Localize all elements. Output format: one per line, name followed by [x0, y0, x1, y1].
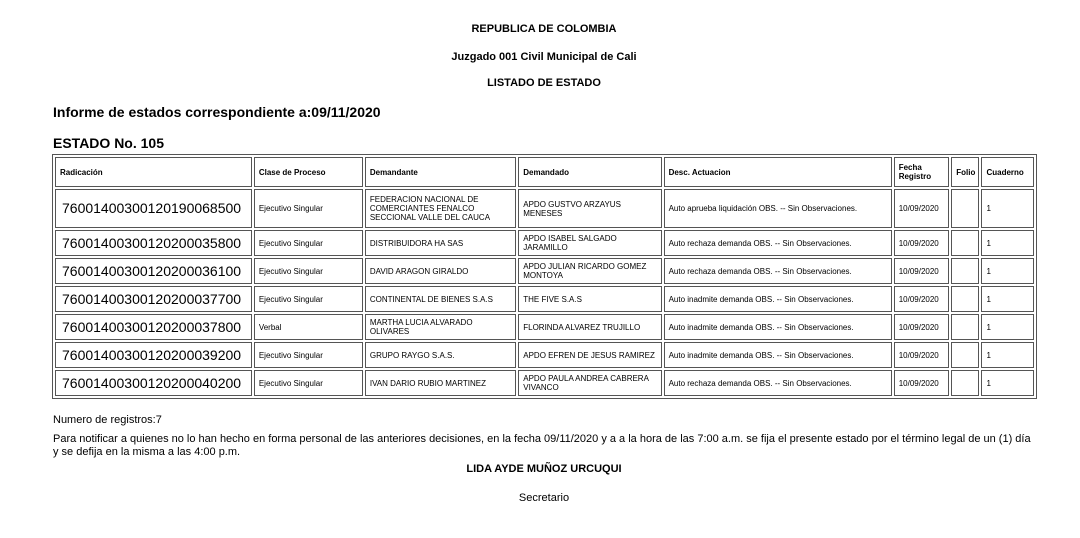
cell-desc: Auto inadmite demanda OBS. -- Sin Observaciones.	[664, 314, 892, 340]
table-row	[55, 370, 1034, 396]
cell-clase: Verbal	[254, 314, 363, 340]
cell-cuaderno: 1	[981, 314, 1034, 340]
cell-radicacion: 76001400300120200039200	[55, 342, 252, 368]
col-header-desc: Desc. Actuacion	[664, 157, 892, 187]
cell-radicacion: 76001400300120200036100	[55, 258, 252, 284]
estado-table	[52, 154, 1037, 399]
header-republica: REPUBLICA DE COLOMBIA	[471, 23, 617, 35]
table-row	[55, 342, 1034, 368]
cell-demandante: CONTINENTAL DE BIENES S.A.S	[365, 286, 516, 312]
table-row	[55, 258, 1034, 284]
cell-fecha: 10/09/2020	[894, 258, 950, 284]
cell-cuaderno: 1	[981, 230, 1034, 256]
cell-folio	[951, 314, 979, 340]
col-header-clase: Clase de Proceso	[254, 157, 363, 187]
cell-desc: Auto rechaza demanda OBS. -- Sin Observaciones.	[664, 258, 892, 284]
firma-nombre: LIDA AYDE MUÑOZ URCUQUI	[466, 463, 622, 475]
table-row	[55, 286, 1034, 312]
cell-folio	[951, 370, 979, 396]
cell-radicacion: 76001400300120200037700	[55, 286, 252, 312]
cell-demandante: GRUPO RAYGO S.A.S.	[365, 342, 516, 368]
cell-folio	[951, 342, 979, 368]
cell-radicacion: 76001400300120190068500	[55, 189, 252, 228]
informe-title: Informe de estados correspondiente a:09/11/2020	[53, 104, 381, 120]
cell-folio	[951, 258, 979, 284]
cell-demandado: APDO ISABEL SALGADO JARAMILLO	[518, 230, 661, 256]
cell-desc: Auto rechaza demanda OBS. -- Sin Observaciones.	[664, 370, 892, 396]
firma-cargo: Secretario	[518, 492, 570, 504]
cell-fecha: 10/09/2020	[894, 314, 950, 340]
cell-folio	[951, 189, 979, 228]
cell-demandado: APDO EFREN DE JESUS RAMIREZ	[518, 342, 661, 368]
cell-fecha: 10/09/2020	[894, 230, 950, 256]
col-header-radicacion: Radicación	[55, 157, 252, 187]
cell-demandado: APDO PAULA ANDREA CABRERA VIVANCO	[518, 370, 661, 396]
header-juzgado: Juzgado 001 Civil Municipal de Cali	[451, 51, 637, 63]
cell-clase: Ejecutivo Singular	[254, 286, 363, 312]
cell-demandado: APDO GUSTVO ARZAYUS MENESES	[518, 189, 661, 228]
cell-radicacion: 76001400300120200035800	[55, 230, 252, 256]
col-header-fecha: Fecha Registro	[894, 157, 950, 187]
cell-folio	[951, 230, 979, 256]
cell-cuaderno: 1	[981, 342, 1034, 368]
cell-cuaderno: 1	[981, 370, 1034, 396]
col-header-folio: Folio	[951, 157, 979, 187]
table-row	[55, 314, 1034, 340]
cell-fecha: 10/09/2020	[894, 370, 950, 396]
cell-radicacion: 76001400300120200040200	[55, 370, 252, 396]
cell-desc: Auto rechaza demanda OBS. -- Sin Observaciones.	[664, 230, 892, 256]
col-header-cuaderno: Cuaderno	[981, 157, 1034, 187]
cell-desc: Auto inadmite demanda OBS. -- Sin Observaciones.	[664, 286, 892, 312]
cell-fecha: 10/09/2020	[894, 189, 950, 228]
cell-clase: Ejecutivo Singular	[254, 342, 363, 368]
cell-demandante: DAVID ARAGON GIRALDO	[365, 258, 516, 284]
numero-registros: Numero de registros:7	[53, 414, 162, 426]
cell-clase: Ejecutivo Singular	[254, 258, 363, 284]
cell-desc: Auto inadmite demanda OBS. -- Sin Observaciones.	[664, 342, 892, 368]
cell-radicacion: 76001400300120200037800	[55, 314, 252, 340]
header-listado: LISTADO DE ESTADO	[487, 77, 601, 89]
cell-folio	[951, 286, 979, 312]
col-header-demandado: Demandado	[518, 157, 661, 187]
cell-demandante: MARTHA LUCIA ALVARADO OLIVARES	[365, 314, 516, 340]
table-row	[55, 230, 1034, 256]
cell-demandante: DISTRIBUIDORA HA SAS	[365, 230, 516, 256]
table-header-row	[55, 157, 1034, 187]
cell-clase: Ejecutivo Singular	[254, 370, 363, 396]
cell-fecha: 10/09/2020	[894, 342, 950, 368]
table-row	[55, 189, 1034, 228]
cell-demandado: FLORINDA ALVAREZ TRUJILLO	[518, 314, 661, 340]
cell-demandante: IVAN DARIO RUBIO MARTINEZ	[365, 370, 516, 396]
cell-demandado: APDO JULIAN RICARDO GOMEZ MONTOYA	[518, 258, 661, 284]
cell-demandante: FEDERACION NACIONAL DE COMERCIANTES FENALCO SECCIONAL VALLE DEL CAUCA	[365, 189, 516, 228]
cell-cuaderno: 1	[981, 286, 1034, 312]
cell-clase: Ejecutivo Singular	[254, 230, 363, 256]
cell-desc: Auto aprueba liquidación OBS. -- Sin Observaciones.	[664, 189, 892, 228]
cell-demandado: THE FIVE S.A.S	[518, 286, 661, 312]
cell-fecha: 10/09/2020	[894, 286, 950, 312]
cell-clase: Ejecutivo Singular	[254, 189, 363, 228]
estado-number: ESTADO No. 105	[53, 135, 164, 151]
cell-cuaderno: 1	[981, 189, 1034, 228]
notificacion-text: Para notificar a quienes no lo han hecho en forma personal de las anteriores decisiones, en la fecha 09/11/2020 y a a la hora de las 7:00 a.m. se fija el presente estado por el término legal de un (1) día y se defija en la misma a las 4:00 p.m.	[53, 433, 1031, 458]
cell-cuaderno: 1	[981, 258, 1034, 284]
col-header-demandante: Demandante	[365, 157, 516, 187]
